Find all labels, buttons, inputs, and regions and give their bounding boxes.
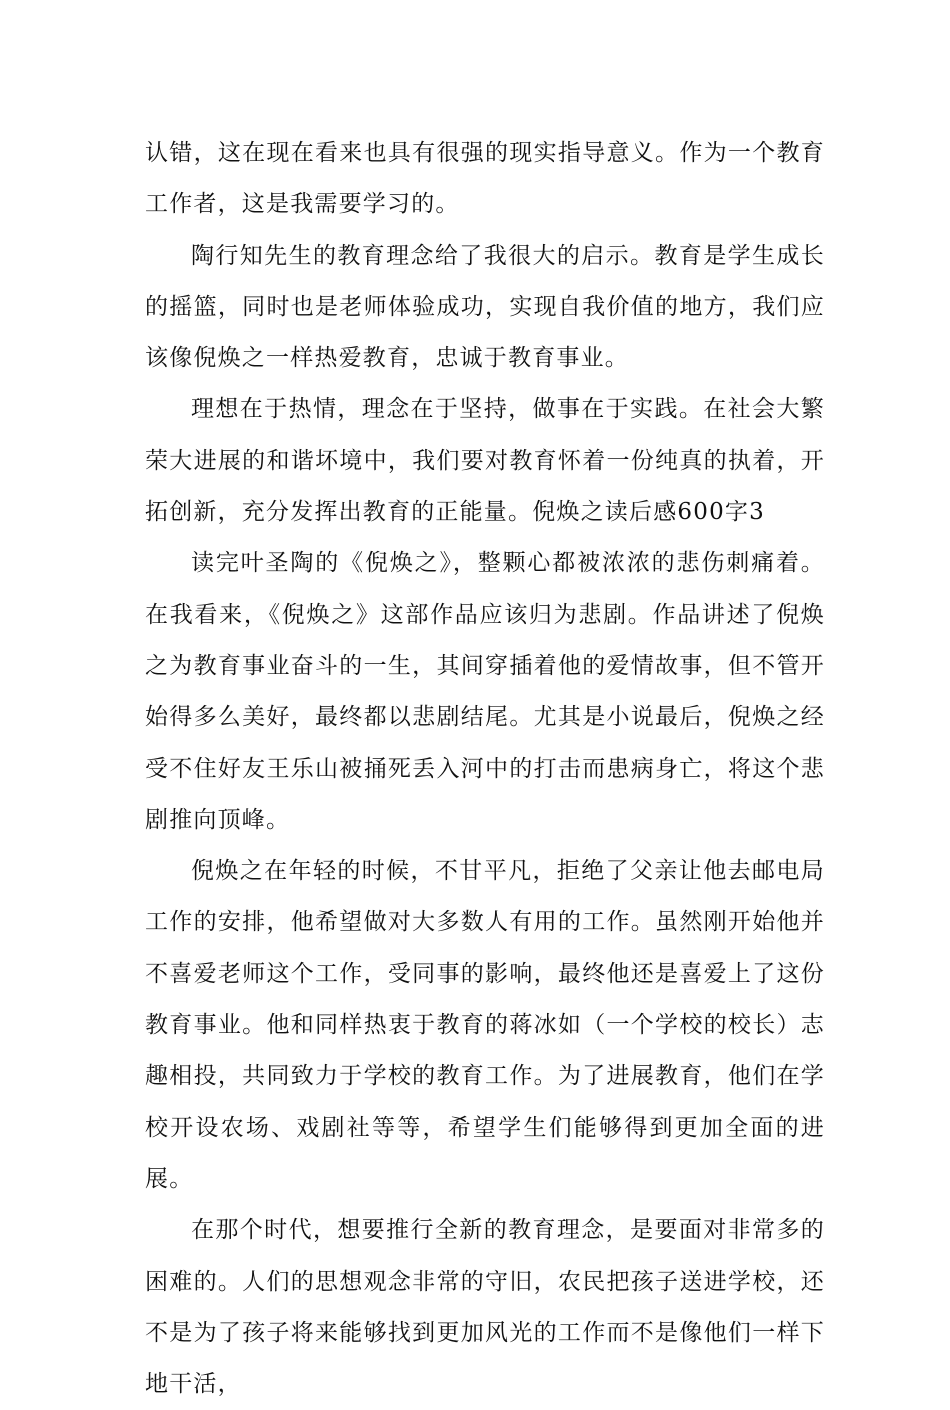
paragraph-4: 读完叶圣陶的《倪焕之》，整颗心都被浓浓的悲伤刺痛着。在我看来，《倪焕之》这部作品应该归为悲剧。作品讲述了倪焕之为教育事业奋斗的一生，其间穿插着他的爱情故事，但不管开始得多么美好，最终都以悲剧结尾。尤其是小说最后，倪焕之经受不住好友王乐山被捅死丢入河中的打击而患病身亡，将这个悲剧推向顶峰。 bbox=[145, 550, 825, 833]
body-text bbox=[145, 128, 825, 1410]
paragraph-5: 倪焕之在年轻的时候，不甘平凡，拒绝了父亲让他去邮电局工作的安排，他希望做对大多数人有用的工作。虽然刚开始他并不喜爱老师这个工作，受同事的影响，最终他还是喜爱上了这份教育事业。他和同样热衷于教育的蒋冰如（一个学校的校长）志趣相投，共同致力于学校的教育工作。为了进展教育，他们在学校开设农场、戏剧社等等，希望学生们能够得到更加全面的进展。 bbox=[145, 858, 825, 1192]
paragraph-3: 理想在于热情，理念在于坚持，做事在于实践。在社会大繁荣大进展的和谐坏境中，我们要对教育怀着一份纯真的执着，开拓创新，充分发挥出教育的正能量。倪焕之读后感600字3 bbox=[145, 396, 825, 526]
paragraph-1: 认错，这在现在看来也具有很强的现实指导意义。作为一个教育工作者，这是我需要学习的。 bbox=[145, 140, 825, 218]
paragraph-6: 在那个时代，想要推行全新的教育理念，是要面对非常多的困难的。人们的思想观念非常的守旧，农民把孩子送进学校，还不是为了孩子将来能够找到更加风光的工作而不是像他们一样下地干活， bbox=[145, 1217, 825, 1398]
paragraph-2: 陶行知先生的教育理念给了我很大的启示。教育是学生成长的摇篮，同时也是老师体验成功，实现自我价值的地方，我们应该像倪焕之一样热爱教育，忠诚于教育事业。 bbox=[145, 242, 825, 372]
